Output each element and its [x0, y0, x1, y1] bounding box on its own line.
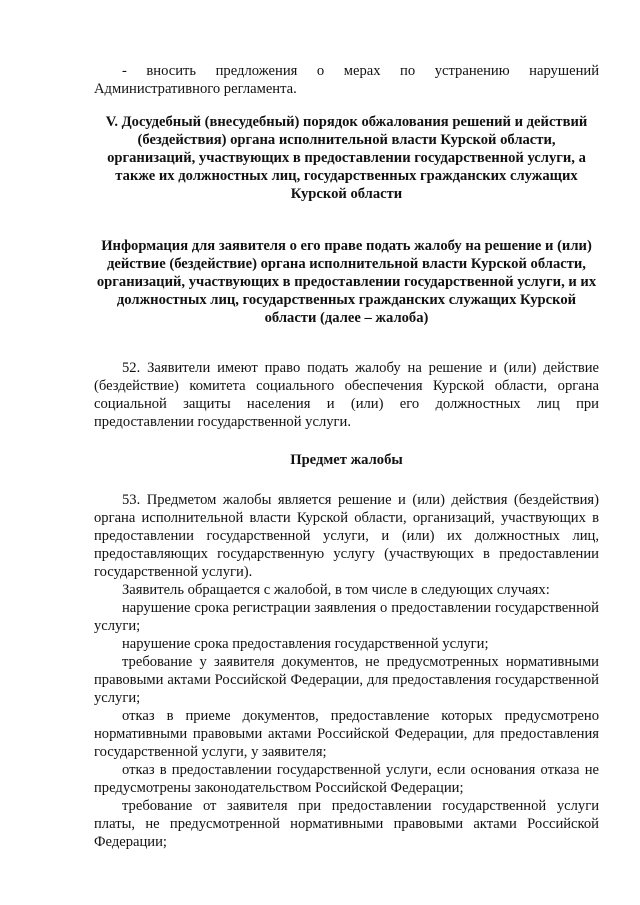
paragraph-52: 52. Заявители имеют право подать жалобу на решение и (или) действие (бездействие) комитета социального обеспечения Курской области, органа социальной защиты населения и (или) его должностных лиц при предоставлении государственной услуги. [94, 360, 599, 430]
case-item-5: отказ в предоставлении государственной услуги, если основания отказа не предусмотрены законодательством Российской Федерации; [94, 762, 599, 796]
paragraph-53: 53. Предметом жалобы является решение и (или) действия (бездействия) органа исполнительной власти Курской области, организаций, участвующих в предоставлении государственной услуги, и (или) их должностных лиц, предоставляющих государственную услугу (участвующих в предоставлении государственной услуги). [94, 492, 599, 580]
info-heading: Информация для заявителя о его праве подать жалобу на решение и (или) действие (бездействие) органа исполнительной власти Курской области, организаций, участвующих в предоставлении государственной услуги, и их должностных лиц, государственных гражданских служащих Курской области (далее – жалоба) [96, 238, 597, 326]
case-item-4: отказ в приеме документов, предоставление которых предусмотрено нормативными правовыми актами Российской Федерации, для предоставления государственной услуги, у заявителя; [94, 708, 599, 760]
section-heading: V. Досудебный (внесудебный) порядок обжалования решений и действий (бездействия) органа исполнительной власти Курской области, организаций, участвующих в предоставлении государственной услуги, а также их должностных лиц, государственных гражданских служащих Курской области [105, 114, 588, 202]
subject-heading: Предмет жалобы [290, 452, 403, 468]
cases-intro: Заявитель обращается с жалобой, в том числе в следующих случаях: [122, 582, 550, 598]
case-item-2: нарушение срока предоставления государственной услуги; [122, 636, 489, 652]
case-item-6: требование от заявителя при предоставлении государственной услуги платы, не предусмотренной нормативными правовыми актами Российской Федерации; [94, 798, 599, 850]
case-item-3: требование у заявителя документов, не предусмотренных нормативными правовыми актами Российской Федерации, для предоставления государственной услуги; [94, 654, 599, 706]
document-page [94, 62, 599, 851]
case-item-1: нарушение срока регистрации заявления о предоставлении государственной услуги; [94, 600, 599, 634]
intro-list-item: - вносить предложения о мерах по устранению нарушений Административного регламента. [94, 63, 599, 97]
